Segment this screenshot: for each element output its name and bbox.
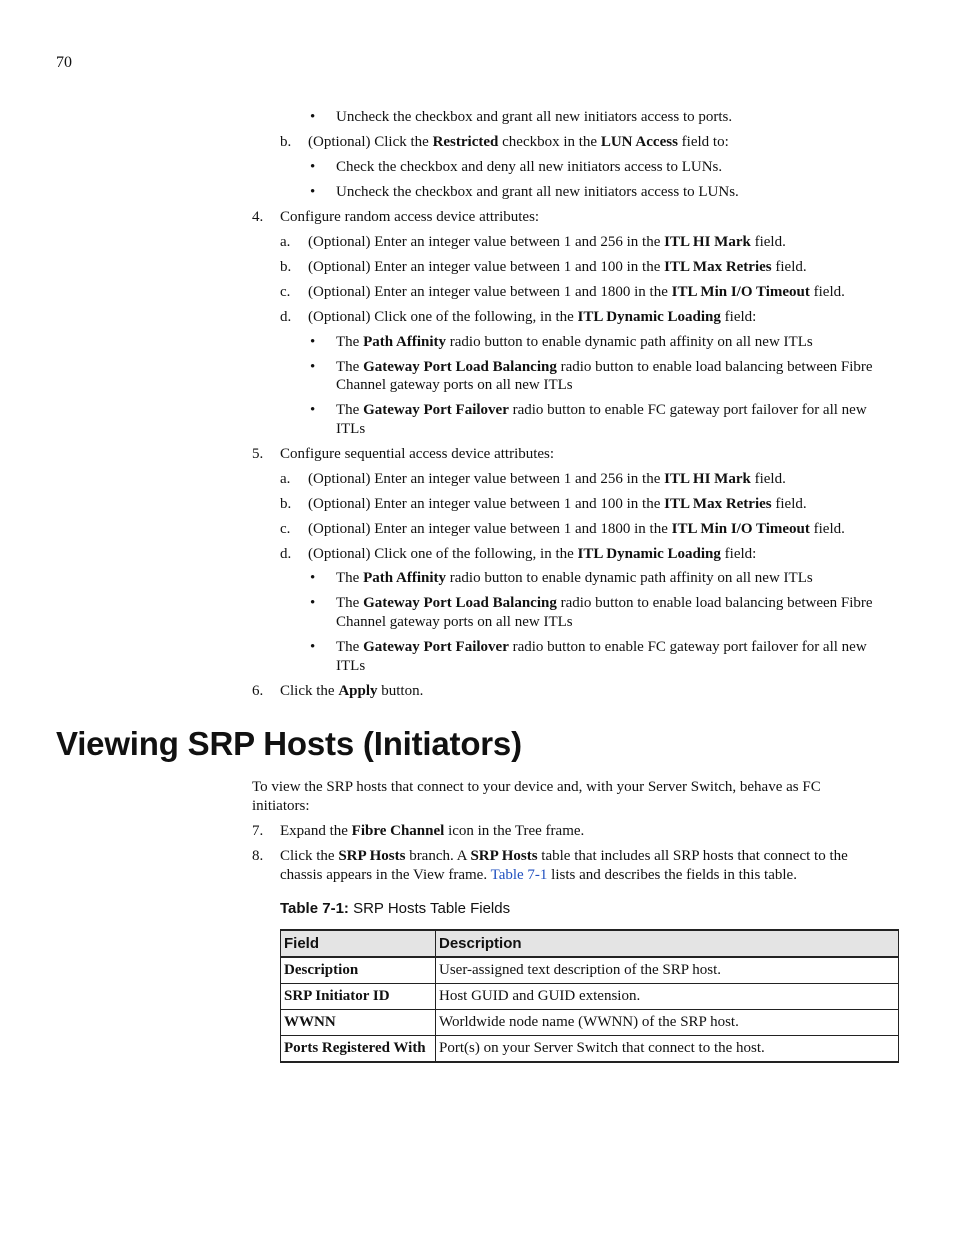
bullet: • bbox=[310, 184, 316, 200]
column-header-description: Description bbox=[436, 930, 899, 957]
list-item-continuation: Channel gateway ports on all new ITLs bbox=[336, 614, 573, 630]
list-item: The Gateway Port Load Balancing radio button to enable load balancing between Fibre bbox=[336, 359, 873, 375]
step-text-continuation: chassis appears in the View frame. Table 7-1 lists and describes the fields in this table. bbox=[280, 867, 797, 883]
list-marker: b. bbox=[280, 259, 292, 275]
step-marker: 7. bbox=[252, 823, 264, 839]
table-caption: Table 7-1: SRP Hosts Table Fields bbox=[280, 900, 511, 917]
bullet: • bbox=[310, 595, 316, 611]
list-marker: c. bbox=[280, 284, 291, 300]
list-marker: c. bbox=[280, 521, 291, 537]
step-text: Click the SRP Hosts branch. A SRP Hosts table that includes all SRP hosts that connect to the bbox=[280, 848, 848, 864]
list-item: (Optional) Enter an integer value between 1 and 1800 in the ITL Min I/O Timeout field. bbox=[308, 284, 845, 300]
field-description-cell: Port(s) on your Server Switch that connect to the host. bbox=[436, 1036, 899, 1063]
list-item: (Optional) Click one of the following, in the ITL Dynamic Loading field: bbox=[308, 309, 757, 325]
bullet: • bbox=[310, 402, 316, 418]
list-marker: a. bbox=[280, 234, 291, 250]
step-marker: 8. bbox=[252, 848, 264, 864]
list-item: Uncheck the checkbox and grant all new initiators access to ports. bbox=[336, 109, 733, 125]
bullet: • bbox=[310, 109, 316, 125]
bullet: • bbox=[310, 570, 316, 586]
list-marker: d. bbox=[280, 309, 292, 325]
list-item: (Optional) Enter an integer value between 1 and 256 in the ITL HI Mark field. bbox=[308, 471, 786, 487]
step-text: Configure sequential access device attributes: bbox=[280, 446, 555, 462]
table-row bbox=[281, 984, 899, 1010]
list-item: The Gateway Port Load Balancing radio button to enable load balancing between Fibre bbox=[336, 595, 873, 611]
bullet: • bbox=[310, 159, 316, 175]
field-name-cell: Ports Registered With bbox=[281, 1036, 436, 1063]
table-reference-link[interactable]: Table 7-1 bbox=[490, 867, 548, 883]
intro-text: initiators: bbox=[252, 798, 310, 814]
list-item: (Optional) Enter an integer value between 1 and 100 in the ITL Max Retries field. bbox=[308, 259, 807, 275]
intro-text: To view the SRP hosts that connect to your device and, with your Server Switch, behave as FC bbox=[252, 779, 821, 795]
step-text: Click the Apply button. bbox=[280, 683, 424, 699]
field-name-cell: SRP Initiator ID bbox=[281, 984, 436, 1010]
field-name-cell: Description bbox=[281, 957, 436, 984]
field-description-cell: Host GUID and GUID extension. bbox=[436, 984, 899, 1010]
step-text: Expand the Fibre Channel icon in the Tree frame. bbox=[280, 823, 585, 839]
column-header-field: Field bbox=[281, 930, 436, 957]
table-row bbox=[281, 957, 899, 984]
page-number: 70 bbox=[56, 54, 72, 71]
list-marker: a. bbox=[280, 471, 291, 487]
list-item-continuation: ITLs bbox=[336, 658, 366, 674]
list-item: (Optional) Click one of the following, in the ITL Dynamic Loading field: bbox=[308, 546, 757, 562]
list-item: Check the checkbox and deny all new initiators access to LUNs. bbox=[336, 159, 723, 175]
table-header-row bbox=[281, 930, 899, 957]
step-marker: 4. bbox=[252, 209, 264, 225]
list-item-continuation: Channel gateway ports on all new ITLs bbox=[336, 377, 573, 393]
field-description-cell: User-assigned text description of the SRP host. bbox=[436, 957, 899, 984]
bullet: • bbox=[310, 334, 316, 350]
list-item: (Optional) Click the Restricted checkbox in the LUN Access field to: bbox=[308, 134, 729, 150]
bullet: • bbox=[310, 639, 316, 655]
list-item: The Path Affinity radio button to enable dynamic path affinity on all new ITLs bbox=[336, 570, 813, 586]
step-marker: 5. bbox=[252, 446, 264, 462]
list-item-continuation: ITLs bbox=[336, 421, 366, 437]
step-text: Configure random access device attributes: bbox=[280, 209, 540, 225]
field-name-cell: WWNN bbox=[281, 1010, 436, 1036]
srp-hosts-fields-table bbox=[280, 929, 899, 1063]
list-marker: b. bbox=[280, 134, 292, 150]
list-item: (Optional) Enter an integer value between 1 and 100 in the ITL Max Retries field. bbox=[308, 496, 807, 512]
list-item: The Gateway Port Failover radio button to enable FC gateway port failover for all new bbox=[336, 402, 867, 418]
list-marker: b. bbox=[280, 496, 292, 512]
field-description-cell: Worldwide node name (WWNN) of the SRP host. bbox=[436, 1010, 899, 1036]
list-item: The Path Affinity radio button to enable dynamic path affinity on all new ITLs bbox=[336, 334, 813, 350]
table-row bbox=[281, 1010, 899, 1036]
table-row bbox=[281, 1036, 899, 1063]
bullet: • bbox=[310, 359, 316, 375]
list-item: Uncheck the checkbox and grant all new initiators access to LUNs. bbox=[336, 184, 739, 200]
list-item: The Gateway Port Failover radio button to enable FC gateway port failover for all new bbox=[336, 639, 867, 655]
list-marker: d. bbox=[280, 546, 292, 562]
list-item: (Optional) Enter an integer value between 1 and 1800 in the ITL Min I/O Timeout field. bbox=[308, 521, 845, 537]
list-item: (Optional) Enter an integer value between 1 and 256 in the ITL HI Mark field. bbox=[308, 234, 786, 250]
section-title: Viewing SRP Hosts (Initiators) bbox=[56, 725, 522, 762]
step-marker: 6. bbox=[252, 683, 264, 699]
